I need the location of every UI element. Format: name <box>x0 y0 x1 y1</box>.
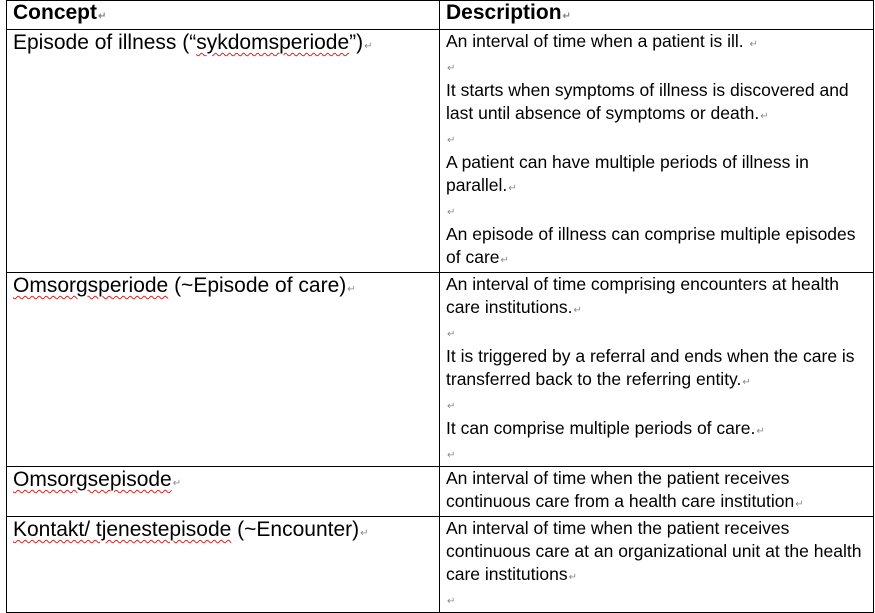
description-paragraph <box>446 345 867 394</box>
table-row <box>7 467 874 517</box>
header-row <box>7 1 874 30</box>
spellcheck-underlined-text: Omsorgsperiode <box>13 274 169 297</box>
concept-header: Concept↵ <box>7 1 440 30</box>
paragraph-mark-icon: ↵ <box>500 255 509 266</box>
description-text: A patient can have multiple periods of illness in parallel. <box>446 152 809 195</box>
paragraph-mark-icon: ↵ <box>447 596 456 607</box>
description-text: An episode of illness can comprise multiple episodes of care <box>446 224 856 267</box>
table-row <box>7 273 874 467</box>
description-text: An interval of time when the patient receives continuous care from a health care institution <box>446 468 795 511</box>
description-header: Description↵ <box>440 1 874 30</box>
description-paragraph <box>446 223 867 272</box>
paragraph-mark-icon: ↵ <box>172 478 182 489</box>
concept-cell <box>7 30 440 273</box>
paragraph-mark-icon: ↵ <box>360 528 369 539</box>
description-cell <box>440 467 874 517</box>
paragraph-mark-icon: ↵ <box>447 401 456 412</box>
paragraph-mark-icon: ↵ <box>347 284 356 295</box>
empty-paragraph <box>446 589 867 612</box>
empty-paragraph <box>446 322 867 345</box>
paragraph-mark-icon: ↵ <box>749 39 758 50</box>
paragraph-mark-icon: ↵ <box>573 305 582 316</box>
concept-cell <box>7 467 440 517</box>
spellcheck-underlined-text: Kontakt/ tjenestepisode <box>13 518 232 541</box>
description-text: It is triggered by a referral and ends when the care is transferred back to the referring entity. <box>446 346 855 389</box>
paragraph-mark-icon: ↵ <box>447 135 456 146</box>
paragraph-mark-icon: ↵ <box>568 572 577 583</box>
spellcheck-underlined-text: sykdomsperiode <box>196 31 350 54</box>
concept-table <box>6 0 874 613</box>
concept-text: (~Encounter) <box>231 518 360 541</box>
paragraph-mark-icon: ↵ <box>742 377 751 388</box>
concept-cell <box>7 273 440 467</box>
description-cell <box>440 517 874 613</box>
empty-paragraph <box>446 128 867 151</box>
description-paragraph <box>446 467 867 516</box>
paragraph-mark-icon: ↵ <box>562 11 571 22</box>
table-row <box>7 517 874 613</box>
spellcheck-underlined-text: Omsorgsepisode <box>13 468 172 491</box>
description-paragraph <box>446 273 867 322</box>
concept-text: Episode of illness (“ <box>13 31 197 54</box>
description-text: It starts when symptoms of illness is discovered and last until absence of symptoms or death. <box>446 80 849 123</box>
concept-text: ”) <box>349 31 364 54</box>
description-text: An interval of time when a patient is ill. <box>446 31 749 51</box>
description-paragraph <box>446 151 867 200</box>
empty-paragraph <box>446 56 867 79</box>
table-row <box>7 30 874 273</box>
description-text: An interval of time comprising encounters at health care institutions. <box>446 274 839 317</box>
description-text: It can comprise multiple periods of care. <box>446 418 756 438</box>
empty-paragraph <box>446 394 867 417</box>
paragraph-mark-icon: ↵ <box>447 450 456 461</box>
description-text: An interval of time when the patient receives continuous care at an organizational unit at the health care institutions <box>446 518 862 584</box>
paragraph-mark-icon: ↵ <box>447 207 456 218</box>
description-paragraph <box>446 30 867 56</box>
paragraph-mark-icon: ↵ <box>447 329 456 340</box>
description-cell <box>440 273 874 467</box>
empty-paragraph <box>446 443 867 466</box>
empty-paragraph <box>446 200 867 223</box>
paragraph-mark-icon: ↵ <box>795 499 804 510</box>
table-body <box>7 30 874 613</box>
concept-cell <box>7 517 440 613</box>
description-paragraph <box>446 79 867 128</box>
paragraph-mark-icon: ↵ <box>364 41 373 52</box>
paragraph-mark-icon: ↵ <box>760 111 769 122</box>
description-cell <box>440 30 874 273</box>
paragraph-mark-icon: ↵ <box>508 183 517 194</box>
paragraph-mark-icon: ↵ <box>98 11 107 22</box>
description-paragraph <box>446 417 867 443</box>
paragraph-mark-icon: ↵ <box>447 63 456 74</box>
concept-text: (~Episode of care) <box>168 274 347 297</box>
paragraph-mark-icon: ↵ <box>756 426 765 437</box>
description-paragraph <box>446 517 867 589</box>
